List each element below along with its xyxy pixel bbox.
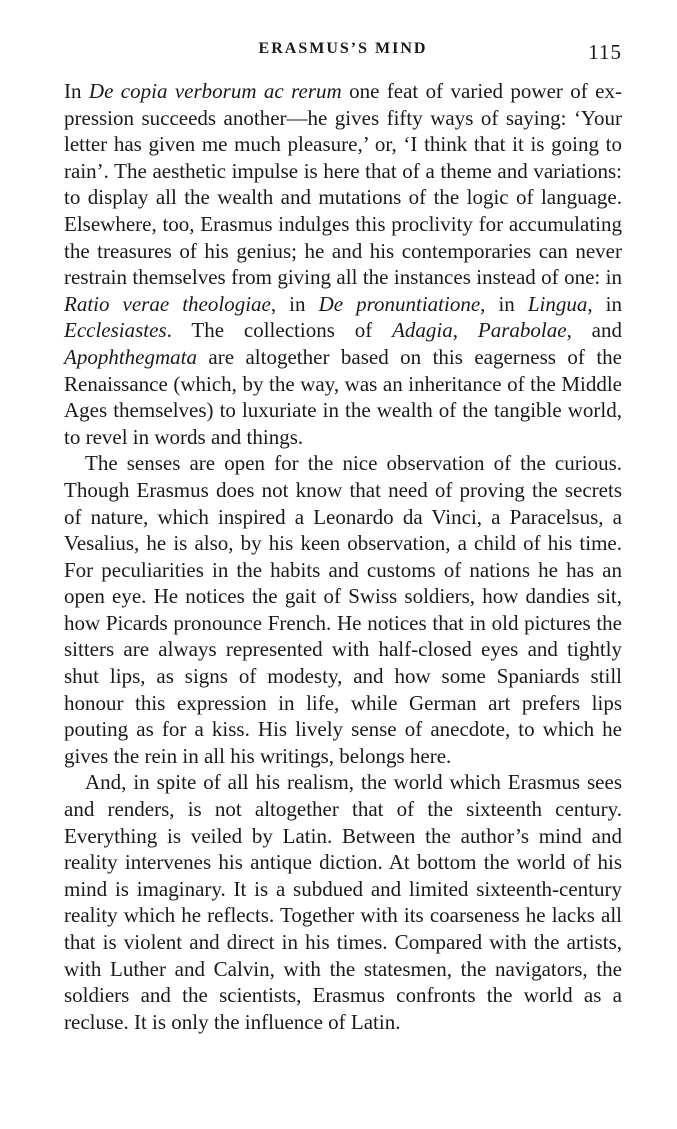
text-run: , (452, 318, 478, 343)
italic-title: Lingua (527, 291, 588, 316)
italic-title: Ratio verae theologiae (64, 291, 271, 316)
paragraph-3 (64, 769, 622, 1035)
running-title: ERASMUS’S MIND (258, 40, 428, 57)
italic-title: De copia verborum ac rerum (88, 79, 342, 103)
paragraph-1 (64, 78, 622, 450)
running-head (64, 40, 622, 66)
text-run: , in (270, 291, 319, 316)
text-run: one feat of varied power of expression succeeds another—he gives fifty ways of saying: ‘Your letter has given me much pleasure,’ or, ‘I think that it is going to rain’. The aesthetic impulse is here that of a theme and variations: to display all the wealth and mutations of the logic of language. Elsewhere, too, Erasmus indulges this proclivity for accumulating the treasures of his genius; he and his contemporaries can never restrain themselves from giving all the instances instead of one: in (64, 79, 623, 290)
italic-title: De pronuntiatione (318, 291, 481, 316)
italic-title: Parabolae (477, 318, 567, 343)
paragraph-2 (64, 450, 622, 769)
text-run: , in (480, 291, 528, 316)
text-run: , in (587, 291, 622, 316)
text-run: In (64, 79, 89, 103)
italic-title: Ecclesiastes (64, 318, 167, 343)
text-run: . The collections of (166, 318, 393, 343)
italic-title: Apophthegmata (64, 344, 197, 369)
text-run: The senses are open for the nice observation of the curious. Though Erasmus does not know that need of proving the secrets of nature, which inspired a Leonardo da Vinci, a Paracelsus, a Vesalius, he is also, by his keen observation, a child of his time. For peculiarities in the habits and customs of nations he has an open eye. He notices the gait of Swiss soldiers, how dandies sit, how Picards pronounce French. He notices that in old pictures the sitters are always represented with half-closed eyes and tightly shut lips, as signs of modesty, and how some Spaniards still honour this expression in life, while German art prefers lips pouting as for a kiss. His lively sense of anecdote, to which he gives the rein in all his writings, belongs here. (64, 451, 622, 768)
body-text (64, 78, 622, 1035)
text-run: , and (566, 318, 623, 343)
page-number: 115 (588, 40, 622, 64)
text-run: And, in spite of all his realism, the world which Erasmus sees and renders, is not altogether that of the sixteenth century. Everything is veiled by Latin. Between the author’s mind and reality intervenes his antique diction. At bottom the world of his mind is imaginary. It is a subdued and limited sixteenth-century reality which he reflects. Together with its coarseness he lacks all that is violent and direct in his times. Compared with the artists, with Luther and Calvin, with the statesmen, the navigators, the soldiers and the scientists, Erasmus confronts the world as a recluse. It is only the influence of Latin. (64, 770, 622, 1034)
text-run: are altogether based on this eagerness of the Renaissance (which, by the way, was an inheritance of the Middle Ages themselves) to luxuriate in the wealth of the tangible world, to revel in words and things. (64, 344, 622, 449)
italic-title: Adagia (392, 318, 453, 343)
